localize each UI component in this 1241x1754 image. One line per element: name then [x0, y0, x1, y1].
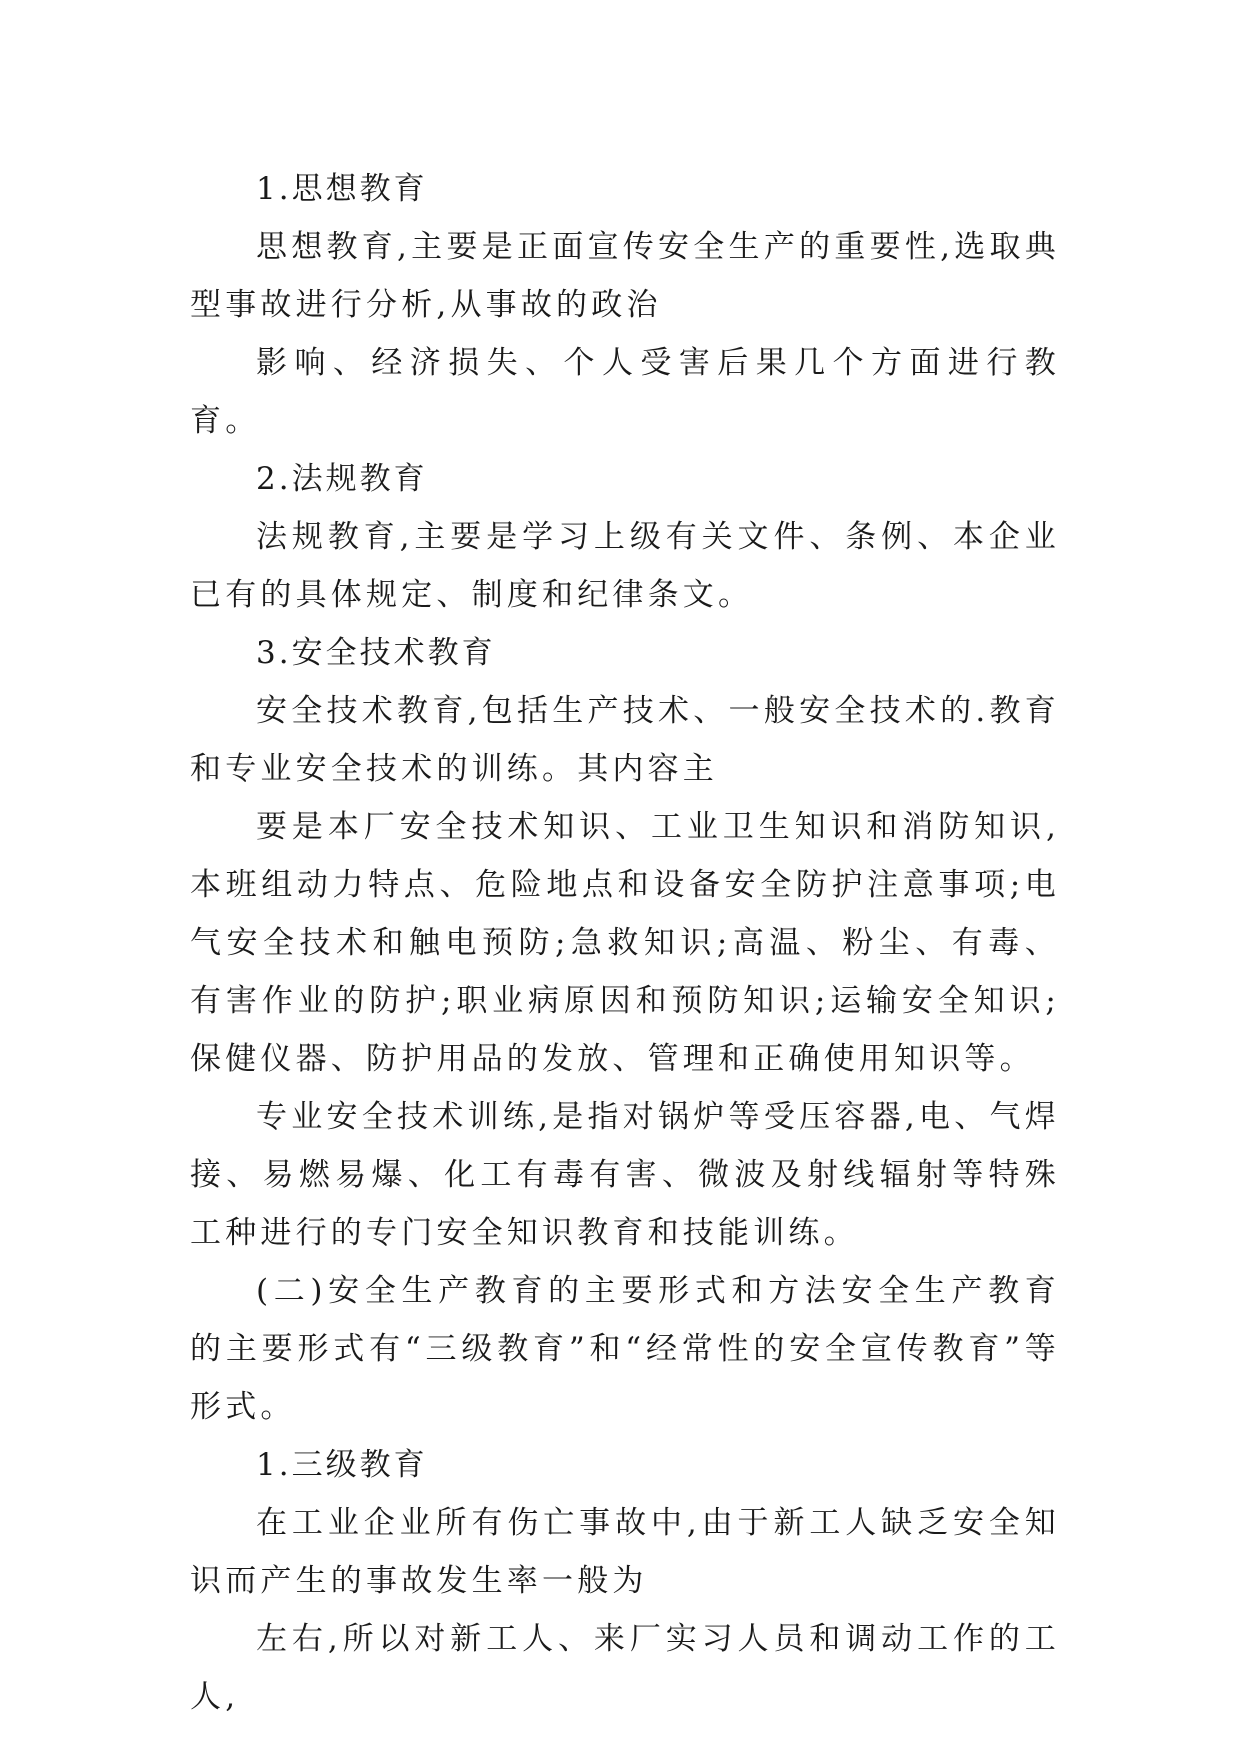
paragraph: 安全技术教育,包括生产技术、一般安全技术的.教育和专业安全技术的训练。其内容主	[190, 693, 1060, 787]
paragraph: 影响、经济损失、个人受害后果几个方面进行教育。	[190, 345, 1060, 439]
heading-ideological-education: 1.思想教育	[256, 171, 428, 207]
paragraph: (二)安全生产教育的主要形式和方法安全生产教育的主要形式有“三级教育”和“经常性的安全宣传教育”等形式。	[190, 1273, 1060, 1425]
paragraph: 要是本厂安全技术知识、工业卫生知识和消防知识,本班组动力特点、危险地点和设备安全防护注意事项;电气安全技术和触电预防;急救知识;高温、粉尘、有毒、有害作业的防护;职业病原因和预防知识;运输安全知识;保健仪器、防护用品的发放、管理和正确使用知识等。	[190, 809, 1060, 1077]
document-body	[190, 160, 1060, 1726]
paragraph: 在工业企业所有伤亡事故中,由于新工人缺乏安全知识而产生的事故发生率一般为	[190, 1505, 1060, 1599]
paragraph: 左右,所以对新工人、来厂实习人员和调动工作的工人,	[190, 1621, 1060, 1715]
paragraph: 专业安全技术训练,是指对锅炉等受压容器,电、气焊接、易燃易爆、化工有毒有害、微波及射线辐射等特殊工种进行的专门安全知识教育和技能训练。	[190, 1099, 1060, 1251]
heading-regulation-education: 2.法规教育	[256, 461, 428, 497]
heading-three-level-education: 1.三级教育	[256, 1447, 428, 1483]
paragraph: 法规教育,主要是学习上级有关文件、条例、本企业已有的具体规定、制度和纪律条文。	[190, 519, 1060, 613]
paragraph: 思想教育,主要是正面宣传安全生产的重要性,选取典型事故进行分析,从事故的政治	[190, 229, 1060, 323]
heading-safety-technical-education: 3.安全技术教育	[256, 635, 496, 671]
